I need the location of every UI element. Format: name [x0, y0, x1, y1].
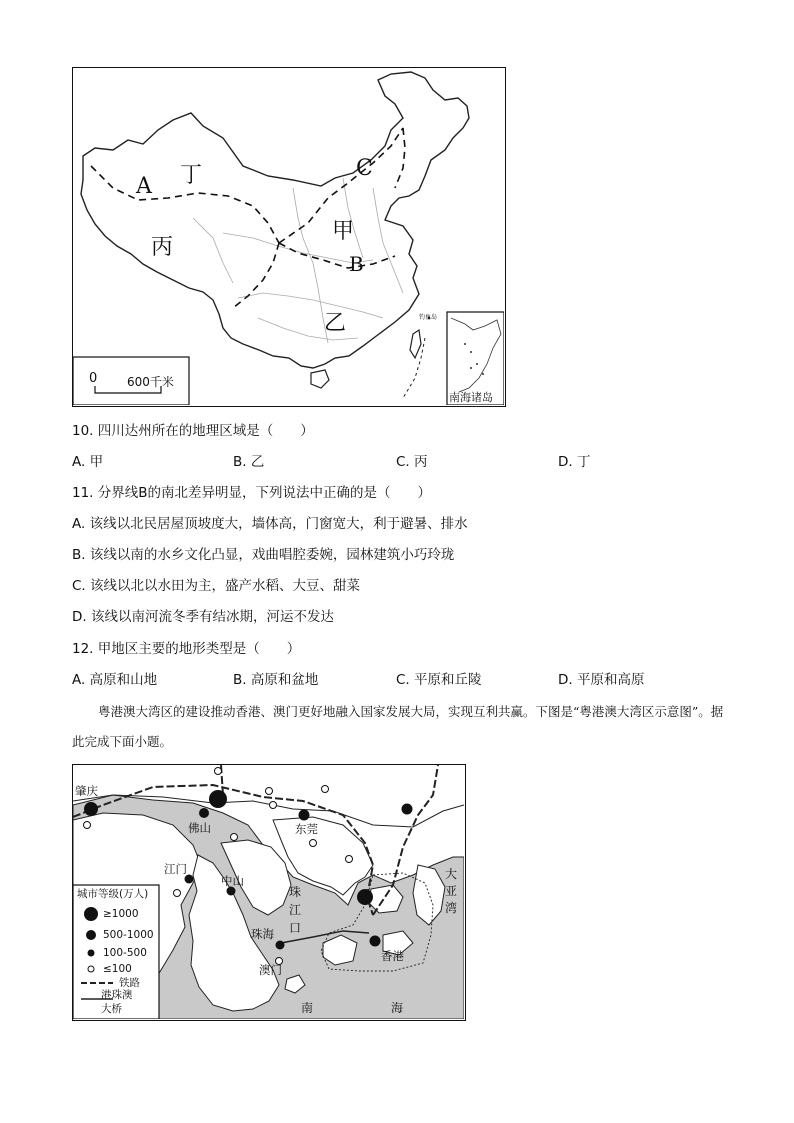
- question-10-option-d: D. 丁: [558, 454, 591, 470]
- legend-bridge-label-1: 港珠澳: [101, 989, 133, 1001]
- label-zhaoqing: 肇庆: [75, 784, 98, 798]
- label-nan: 南: [301, 1001, 314, 1015]
- small-island-label: 钓鱼岛: [419, 314, 438, 321]
- label-da: 大: [445, 867, 458, 881]
- legend-level-4: ≤100: [103, 963, 132, 975]
- legend-dot-2: [86, 930, 96, 940]
- city-zhuhai-dot: [276, 941, 285, 950]
- taiwan-island: [410, 330, 421, 358]
- china-outline: [81, 72, 469, 368]
- region-label-A: A: [136, 174, 152, 199]
- city-huizhou-dot: [402, 804, 413, 815]
- greater-bay-area-map: [72, 764, 466, 1021]
- china-regions-map: [72, 67, 506, 407]
- region-label-bing: 丙: [151, 235, 174, 260]
- label-kou: 口: [289, 921, 302, 935]
- question-11-option-d: D. 该线以南河流冬季有结冰期，河运不发达: [72, 609, 334, 625]
- label-xianggang: 香港: [381, 949, 404, 963]
- label-foshan: 佛山: [188, 821, 211, 835]
- label-aomen: 澳门: [259, 963, 282, 977]
- question-12-stem: 12. 甲地区主要的地形类型是（ ）: [72, 641, 301, 657]
- scale-zero: 0: [89, 371, 98, 386]
- question-10-option-a: A. 甲: [72, 454, 104, 470]
- question-11-option-c: C. 该线以北以水田为主，盛产水稻、大豆、甜菜: [72, 578, 361, 594]
- label-dongguan: 东莞: [295, 822, 318, 836]
- city-zhaoqing-dot: [84, 802, 98, 816]
- label-jiang: 江: [289, 903, 302, 917]
- legend-level-3: 100-500: [103, 947, 147, 959]
- city-shenzhen-dot: [357, 889, 373, 905]
- label-zhuhai: 珠海: [251, 927, 274, 941]
- region-label-C: C: [356, 156, 373, 181]
- city-dongguan-dot: [299, 810, 310, 821]
- region-boundaries: [91, 128, 405, 308]
- legend-title: 城市等级(万人): [77, 888, 149, 900]
- question-12-option-b: B. 高原和盆地: [233, 672, 319, 688]
- legend-dot-4: [88, 966, 94, 972]
- city-foshan-dot: [199, 808, 209, 818]
- region-label-B: B: [349, 252, 364, 276]
- label-ya: 亚: [445, 884, 458, 898]
- passage-text: 粤港澳大湾区的建设推动香港、澳门更好地融入国家发展大局，实现互利共赢。下图是“粤港澳大湾区示意图”。据此完成下面小题。: [72, 704, 724, 749]
- dashed-maritime-line: [403, 338, 425, 398]
- label-zhongshan: 中山: [221, 874, 244, 888]
- scale-value: 600千米: [127, 375, 174, 389]
- label-zhu: 珠: [289, 885, 302, 899]
- label-jiangmen: 江门: [164, 862, 187, 876]
- question-10-option-c: C. 丙: [396, 454, 428, 470]
- question-12-option-c: C. 平原和丘陵: [396, 672, 482, 688]
- legend-bridge-label-2: 大桥: [101, 1003, 122, 1015]
- question-10-stem: 10. 四川达州所在的地理区域是（ ）: [72, 423, 314, 439]
- legend-railway-label: 铁路: [119, 977, 140, 989]
- legend-level-2: 500-1000: [103, 929, 154, 941]
- inset-label: 南海诸岛: [449, 391, 493, 404]
- question-12-option-d: D. 平原和高原: [558, 672, 645, 688]
- question-11-stem: 11. 分界线B的南北差异明显，下列说法中正确的是（ ）: [72, 485, 432, 501]
- province-lines: [193, 178, 403, 343]
- region-label-ding: 丁: [180, 163, 203, 188]
- china-map-drawing: [73, 68, 504, 405]
- hainan-island: [311, 370, 329, 388]
- legend-dot-3: [88, 950, 95, 957]
- legend-dot-1: [84, 907, 98, 921]
- question-12-option-a: A. 高原和山地: [72, 672, 158, 688]
- city-hongkong-dot: [370, 936, 381, 947]
- question-11-option-a: A. 该线以北民居屋顶坡度大，墙体高，门窗宽大，利于避暑、排水: [72, 516, 468, 532]
- region-label-jia: 甲: [332, 219, 355, 244]
- city-guangzhou-dot: [209, 790, 227, 808]
- question-10-option-b: B. 乙: [233, 454, 265, 470]
- legend-level-1: ≥1000: [103, 908, 139, 920]
- question-11-option-b: B. 该线以南的水乡文化凸显，戏曲唱腔委婉，园林建筑小巧玲珑: [72, 547, 455, 563]
- label-hai: 海: [391, 1001, 404, 1015]
- region-label-yi: 乙: [324, 311, 347, 336]
- label-wan: 湾: [445, 901, 458, 915]
